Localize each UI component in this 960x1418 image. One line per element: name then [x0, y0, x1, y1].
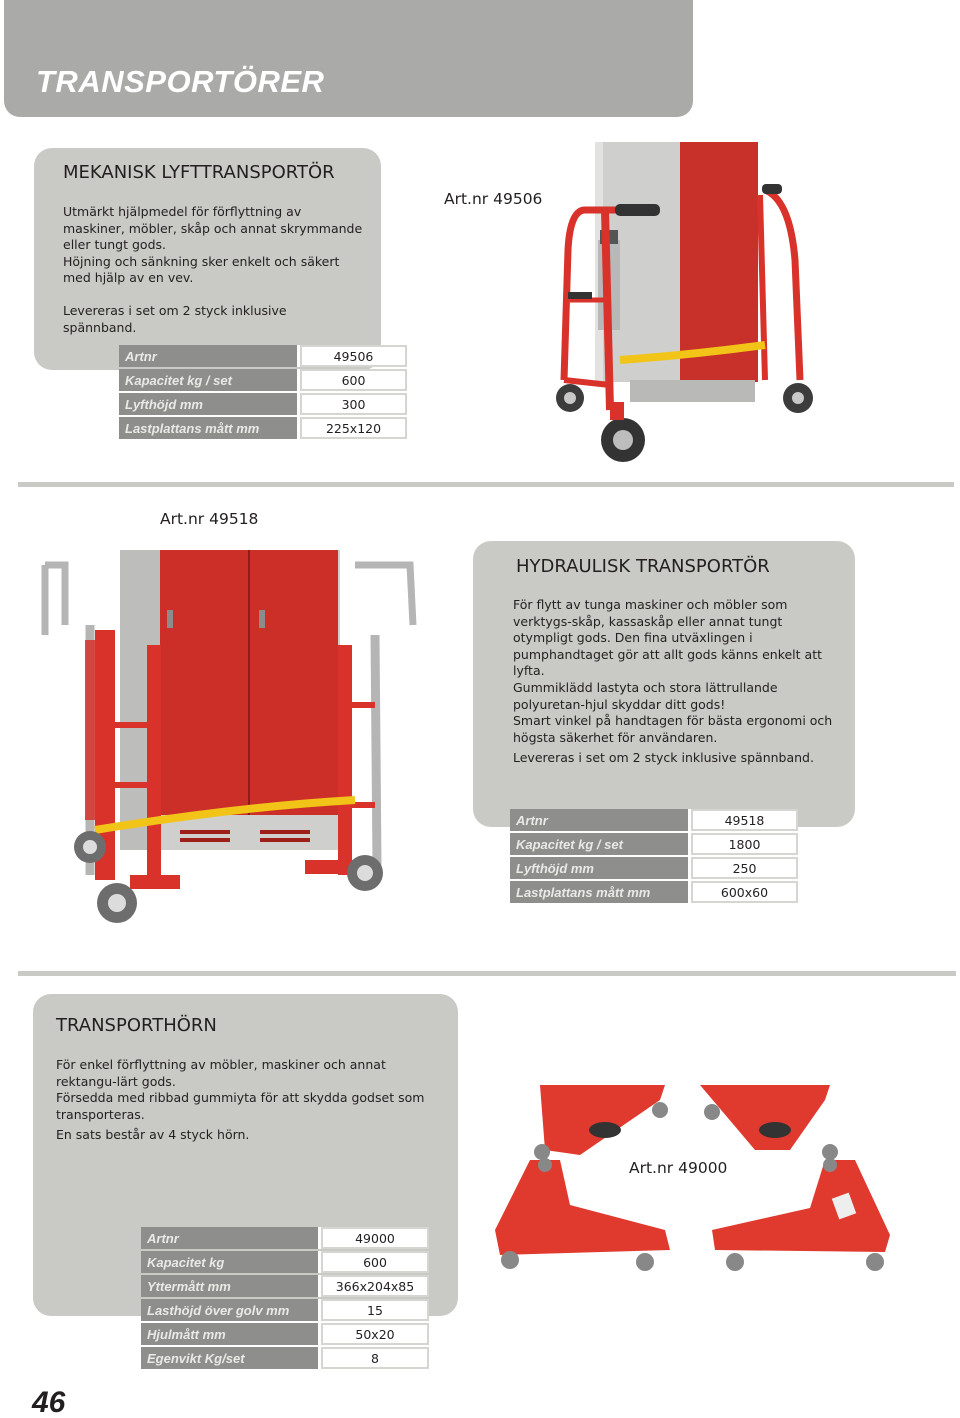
section-1-paragraph: Utmärkt hjälpmedel för förflyttning av maskiner, möbler, skåp och annat skrymmande eller tungt gods.: [63, 204, 363, 253]
section-2-spec-table: [510, 807, 798, 905]
section-1-spec-table: [119, 343, 407, 441]
table-row: [141, 1275, 429, 1297]
spec-value: 8: [321, 1347, 429, 1369]
section-2-paragraph: Levereras i set om 2 styck inklusive spännband.: [513, 750, 814, 766]
table-row: [141, 1299, 429, 1321]
section-2-paragraph: Smart vinkel på handtagen för bästa ergonomi och högsta säkerhet för användaren.: [513, 713, 833, 745]
table-row: [510, 809, 798, 831]
spec-value: 300: [300, 393, 407, 415]
section-1-paragraph: Levereras i set om 2 styck inklusive spännband.: [63, 302, 287, 335]
spec-label: Artnr: [119, 345, 300, 367]
spec-label: Hjulmått mm: [141, 1323, 321, 1345]
section-2-paragraph: Gummiklädd lastyta och stora lättrullande polyuretan-hjul skyddar ditt gods!: [513, 679, 778, 712]
spec-value: 600: [321, 1251, 429, 1273]
section-divider: [18, 971, 956, 976]
spec-label: Lastplattans mått mm: [119, 417, 300, 439]
product-photo-49000: [490, 1080, 900, 1280]
page-title: TRANSPORTÖRER: [36, 64, 325, 99]
spec-value: 225x120: [300, 417, 407, 439]
section-1-title: MEKANISK LYFTTRANSPORTÖR: [63, 162, 335, 183]
section-3-description: [56, 1057, 426, 1148]
spec-label: Kapacitet kg / set: [510, 833, 691, 855]
spec-value: 49518: [691, 809, 798, 831]
spec-label: Lasthöjd över golv mm: [141, 1299, 321, 1321]
section-3-spec-table: [141, 1225, 429, 1371]
table-row: [510, 833, 798, 855]
spec-label: Kapacitet kg: [141, 1251, 321, 1273]
spec-value: 600: [300, 369, 407, 391]
spec-value: 49000: [321, 1227, 429, 1249]
table-row: [119, 393, 407, 415]
table-row: [141, 1323, 429, 1345]
section-1-paragraph: Höjning och sänkning sker enkelt och säkert med hjälp av en vev.: [63, 253, 340, 286]
table-row: [119, 417, 407, 439]
table-row: [119, 369, 407, 391]
table-row: [510, 881, 798, 903]
section-1-artnr: Art.nr 49506: [444, 190, 543, 208]
table-row: [119, 345, 407, 367]
section-2-description: [513, 597, 833, 771]
section-2-artnr: Art.nr 49518: [160, 510, 259, 528]
product-photo-49518: [35, 545, 435, 930]
spec-value: 15: [321, 1299, 429, 1321]
spec-value: 600x60: [691, 881, 798, 903]
spec-label: Artnr: [510, 809, 691, 831]
section-3-paragraph: Försedda med ribbad gummiyta för att skydda godset som transporteras.: [56, 1090, 425, 1122]
section-divider: [18, 482, 954, 487]
table-row: [141, 1227, 429, 1249]
spec-value: 250: [691, 857, 798, 879]
page-number: 46: [32, 1386, 66, 1418]
spec-label: Artnr: [141, 1227, 321, 1249]
section-3-paragraph: En sats består av 4 styck hörn.: [56, 1127, 250, 1143]
product-photo-49506: [550, 140, 820, 470]
table-row: [141, 1251, 429, 1273]
section-3-paragraph: För enkel förflyttning av möbler, maskiner och annat rektangu-lärt gods.: [56, 1057, 386, 1089]
spec-label: Egenvikt Kg/set: [141, 1347, 321, 1369]
table-row: [141, 1347, 429, 1369]
section-3-title: TRANSPORTHÖRN: [56, 1015, 217, 1036]
spec-value: 50x20: [321, 1323, 429, 1345]
spec-label: Lastplattans mått mm: [510, 881, 691, 903]
spec-value: 49506: [300, 345, 407, 367]
spec-label: Kapacitet kg / set: [119, 369, 300, 391]
spec-value: 1800: [691, 833, 798, 855]
section-2-paragraph: För flytt av tunga maskiner och möbler som verktygs-skåp, kassaskåp eller annat tungt otympligt gods. Den fina utväxlingen i pumphandtaget gör att allt gods känns enkelt att lyfta.: [513, 597, 822, 679]
table-row: [510, 857, 798, 879]
section-2-title: HYDRAULISK TRANSPORTÖR: [516, 556, 770, 577]
section-3-artnr: Art.nr 49000: [629, 1159, 728, 1177]
spec-label: Yttermått mm: [141, 1275, 321, 1297]
spec-label: Lyfthöjd mm: [510, 857, 691, 879]
spec-label: Lyfthöjd mm: [119, 393, 300, 415]
spec-value: 366x204x85: [321, 1275, 429, 1297]
section-1-description: [63, 204, 363, 340]
